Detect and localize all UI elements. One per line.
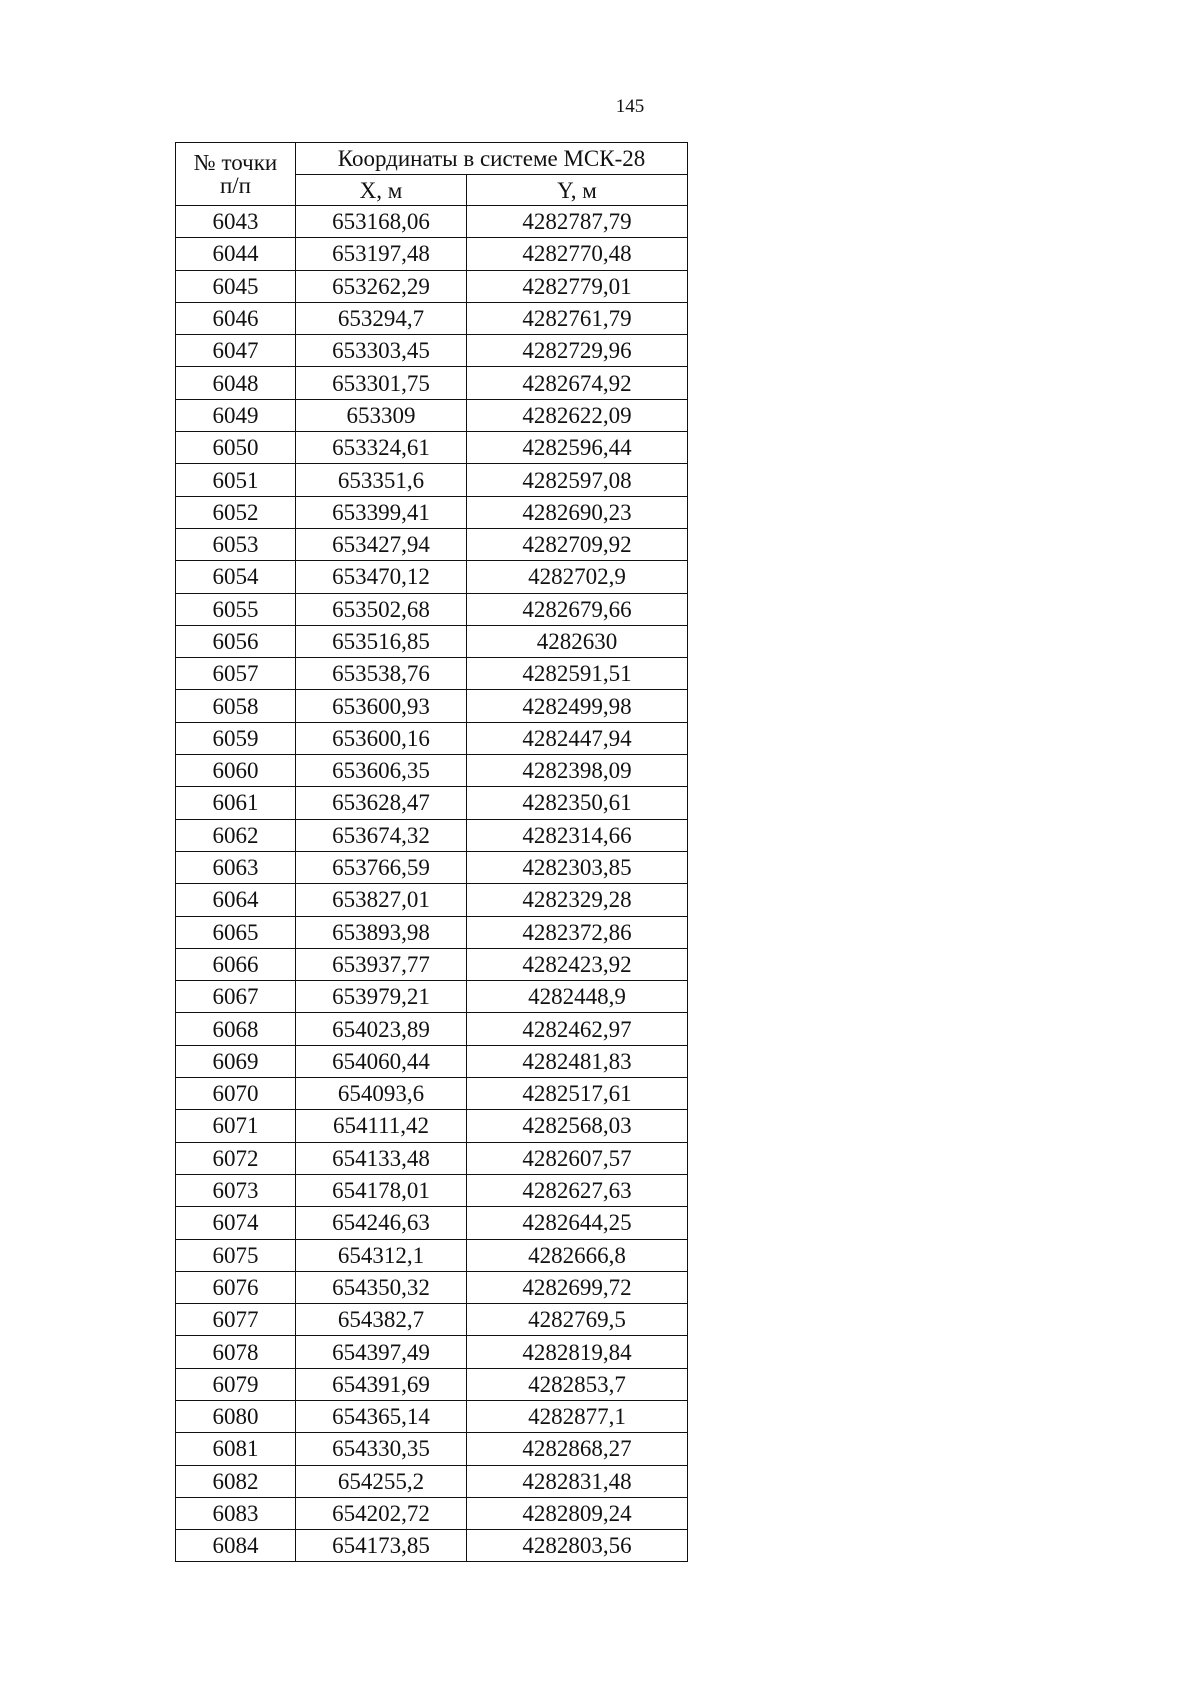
- table-row: [176, 399, 688, 431]
- x-coordinate-cell: 654365,14: [296, 1400, 467, 1432]
- x-coordinate-cell: 653470,12: [296, 561, 467, 593]
- point-number-cell: 6064: [176, 884, 296, 916]
- point-number-cell: 6055: [176, 593, 296, 625]
- table-row: [176, 1336, 688, 1368]
- point-number-cell: 6066: [176, 948, 296, 980]
- y-coordinate-cell: 4282627,63: [467, 1174, 688, 1206]
- x-coordinate-cell: 654060,44: [296, 1045, 467, 1077]
- table-row: [176, 1497, 688, 1529]
- x-column-header: X, м: [296, 175, 467, 206]
- point-number-cell: 6048: [176, 367, 296, 399]
- x-coordinate-cell: 653979,21: [296, 981, 467, 1013]
- y-coordinate-cell: 4282809,24: [467, 1497, 688, 1529]
- x-coordinate-cell: 653606,35: [296, 755, 467, 787]
- x-coordinate-cell: 654202,72: [296, 1497, 467, 1529]
- y-coordinate-cell: 4282729,96: [467, 335, 688, 367]
- table-row: [176, 948, 688, 980]
- y-coordinate-cell: 4282868,27: [467, 1433, 688, 1465]
- point-number-cell: 6065: [176, 916, 296, 948]
- y-coordinate-cell: 4282630: [467, 625, 688, 657]
- point-number-cell: 6056: [176, 625, 296, 657]
- y-coordinate-cell: 4282666,8: [467, 1239, 688, 1271]
- y-coordinate-cell: 4282303,85: [467, 851, 688, 883]
- table-row: [176, 1304, 688, 1336]
- table-row: [176, 690, 688, 722]
- table-row: [176, 1078, 688, 1110]
- point-number-cell: 6067: [176, 981, 296, 1013]
- x-coordinate-cell: 654312,1: [296, 1239, 467, 1271]
- point-number-cell: 6050: [176, 432, 296, 464]
- x-coordinate-cell: 654178,01: [296, 1174, 467, 1206]
- point-number-cell: 6058: [176, 690, 296, 722]
- point-number-cell: 6080: [176, 1400, 296, 1432]
- y-coordinate-cell: 4282499,98: [467, 690, 688, 722]
- y-coordinate-cell: 4282770,48: [467, 238, 688, 270]
- point-number-cell: 6063: [176, 851, 296, 883]
- table-row: [176, 1400, 688, 1432]
- header-row-top: [176, 143, 688, 175]
- y-coordinate-cell: 4282329,28: [467, 884, 688, 916]
- y-coordinate-cell: 4282690,23: [467, 496, 688, 528]
- point-number-cell: 6045: [176, 270, 296, 302]
- y-coordinate-cell: 4282517,61: [467, 1078, 688, 1110]
- table-row: [176, 270, 688, 302]
- x-coordinate-cell: 653427,94: [296, 528, 467, 560]
- y-coordinate-cell: 4282568,03: [467, 1110, 688, 1142]
- table-row: [176, 819, 688, 851]
- y-coordinate-cell: 4282591,51: [467, 658, 688, 690]
- table-row: [176, 658, 688, 690]
- y-coordinate-cell: 4282350,61: [467, 787, 688, 819]
- y-coordinate-cell: 4282761,79: [467, 302, 688, 334]
- y-coordinate-cell: 4282462,97: [467, 1013, 688, 1045]
- x-coordinate-cell: 654111,42: [296, 1110, 467, 1142]
- x-coordinate-cell: 653937,77: [296, 948, 467, 980]
- point-number-header: [176, 143, 296, 206]
- y-coordinate-cell: 4282769,5: [467, 1304, 688, 1336]
- point-number-cell: 6068: [176, 1013, 296, 1045]
- table-row: [176, 1110, 688, 1142]
- point-number-label: № точки: [193, 150, 278, 175]
- table-row: [176, 916, 688, 948]
- point-number-cell: 6052: [176, 496, 296, 528]
- x-coordinate-cell: 653168,06: [296, 206, 467, 238]
- x-coordinate-cell: 654255,2: [296, 1465, 467, 1497]
- x-coordinate-cell: 653301,75: [296, 367, 467, 399]
- x-coordinate-cell: 653262,29: [296, 270, 467, 302]
- point-number-cell: 6053: [176, 528, 296, 560]
- y-coordinate-cell: 4282597,08: [467, 464, 688, 496]
- y-coordinate-cell: 4282596,44: [467, 432, 688, 464]
- point-number-cell: 6081: [176, 1433, 296, 1465]
- y-coordinate-cell: 4282622,09: [467, 399, 688, 431]
- x-coordinate-cell: 654246,63: [296, 1207, 467, 1239]
- point-number-cell: 6049: [176, 399, 296, 431]
- table-row: [176, 1142, 688, 1174]
- y-coordinate-cell: 4282803,56: [467, 1530, 688, 1562]
- point-number-cell: 6076: [176, 1271, 296, 1303]
- table-row: [176, 787, 688, 819]
- x-coordinate-cell: 653600,93: [296, 690, 467, 722]
- point-number-cell: 6057: [176, 658, 296, 690]
- x-coordinate-cell: 654133,48: [296, 1142, 467, 1174]
- y-coordinate-cell: 4282398,09: [467, 755, 688, 787]
- y-coordinate-cell: 4282314,66: [467, 819, 688, 851]
- y-coordinate-cell: 4282877,1: [467, 1400, 688, 1432]
- x-coordinate-cell: 653600,16: [296, 722, 467, 754]
- table-row: [176, 981, 688, 1013]
- point-number-cell: 6070: [176, 1078, 296, 1110]
- table-row: [176, 1239, 688, 1271]
- table-row: [176, 1433, 688, 1465]
- point-number-cell: 6062: [176, 819, 296, 851]
- x-coordinate-cell: 653516,85: [296, 625, 467, 657]
- y-coordinate-cell: 4282702,9: [467, 561, 688, 593]
- point-number-cell: 6072: [176, 1142, 296, 1174]
- table-row: [176, 1465, 688, 1497]
- x-coordinate-cell: 653324,61: [296, 432, 467, 464]
- point-number-cell: 6059: [176, 722, 296, 754]
- table-row: [176, 593, 688, 625]
- x-coordinate-cell: 653502,68: [296, 593, 467, 625]
- table-row: [176, 335, 688, 367]
- table-row: [176, 561, 688, 593]
- y-coordinate-cell: 4282787,79: [467, 206, 688, 238]
- x-coordinate-cell: 653538,76: [296, 658, 467, 690]
- x-coordinate-cell: 654093,6: [296, 1078, 467, 1110]
- x-coordinate-cell: 654330,35: [296, 1433, 467, 1465]
- y-coordinate-cell: 4282779,01: [467, 270, 688, 302]
- x-coordinate-cell: 654391,69: [296, 1368, 467, 1400]
- point-number-cell: 6069: [176, 1045, 296, 1077]
- table-row: [176, 625, 688, 657]
- x-coordinate-cell: 653628,47: [296, 787, 467, 819]
- y-coordinate-cell: 4282372,86: [467, 916, 688, 948]
- point-number-cell: 6083: [176, 1497, 296, 1529]
- coordinates-header: Координаты в системе МСК-28: [296, 143, 688, 175]
- page-number: 145: [615, 96, 645, 117]
- y-coordinate-cell: 4282674,92: [467, 367, 688, 399]
- point-number-cell: 6075: [176, 1239, 296, 1271]
- table-row: [176, 1207, 688, 1239]
- y-coordinate-cell: 4282709,92: [467, 528, 688, 560]
- x-coordinate-cell: 653197,48: [296, 238, 467, 270]
- y-coordinate-cell: 4282447,94: [467, 722, 688, 754]
- x-coordinate-cell: 653766,59: [296, 851, 467, 883]
- point-number-cell: 6077: [176, 1304, 296, 1336]
- y-coordinate-cell: 4282853,7: [467, 1368, 688, 1400]
- x-coordinate-cell: 654382,7: [296, 1304, 467, 1336]
- table-row: [176, 528, 688, 560]
- table-row: [176, 1530, 688, 1562]
- x-coordinate-cell: 653399,41: [296, 496, 467, 528]
- y-coordinate-cell: 4282699,72: [467, 1271, 688, 1303]
- table-row: [176, 1368, 688, 1400]
- table-row: [176, 1013, 688, 1045]
- point-number-cell: 6074: [176, 1207, 296, 1239]
- point-number-sublabel: п/п: [219, 173, 251, 198]
- point-number-cell: 6047: [176, 335, 296, 367]
- point-number-cell: 6073: [176, 1174, 296, 1206]
- table-body: [176, 206, 688, 1562]
- table-row: [176, 464, 688, 496]
- table-row: [176, 884, 688, 916]
- y-coordinate-cell: 4282481,83: [467, 1045, 688, 1077]
- y-coordinate-cell: 4282448,9: [467, 981, 688, 1013]
- point-number-cell: 6061: [176, 787, 296, 819]
- table-row: [176, 238, 688, 270]
- table-row: [176, 496, 688, 528]
- point-number-cell: 6060: [176, 755, 296, 787]
- point-number-cell: 6084: [176, 1530, 296, 1562]
- point-number-cell: 6054: [176, 561, 296, 593]
- point-number-cell: 6051: [176, 464, 296, 496]
- x-coordinate-cell: 654350,32: [296, 1271, 467, 1303]
- point-number-cell: 6079: [176, 1368, 296, 1400]
- table-row: [176, 851, 688, 883]
- table-header: [176, 143, 688, 206]
- x-coordinate-cell: 653674,32: [296, 819, 467, 851]
- x-coordinate-cell: 653294,7: [296, 302, 467, 334]
- y-coordinate-cell: 4282679,66: [467, 593, 688, 625]
- table-row: [176, 367, 688, 399]
- x-coordinate-cell: 653309: [296, 399, 467, 431]
- coordinates-table: [175, 142, 688, 1562]
- point-number-cell: 6082: [176, 1465, 296, 1497]
- x-coordinate-cell: 654023,89: [296, 1013, 467, 1045]
- point-number-cell: 6078: [176, 1336, 296, 1368]
- y-coordinate-cell: 4282831,48: [467, 1465, 688, 1497]
- table-row: [176, 1271, 688, 1303]
- point-number-cell: 6071: [176, 1110, 296, 1142]
- table-row: [176, 206, 688, 238]
- x-coordinate-cell: 653893,98: [296, 916, 467, 948]
- x-coordinate-cell: 653351,6: [296, 464, 467, 496]
- table-row: [176, 302, 688, 334]
- x-coordinate-cell: 653303,45: [296, 335, 467, 367]
- table-row: [176, 432, 688, 464]
- y-column-header: Y, м: [467, 175, 688, 206]
- table-row: [176, 1045, 688, 1077]
- x-coordinate-cell: 654397,49: [296, 1336, 467, 1368]
- point-number-cell: 6044: [176, 238, 296, 270]
- table-row: [176, 1174, 688, 1206]
- y-coordinate-cell: 4282819,84: [467, 1336, 688, 1368]
- y-coordinate-cell: 4282644,25: [467, 1207, 688, 1239]
- point-number-cell: 6043: [176, 206, 296, 238]
- x-coordinate-cell: 653827,01: [296, 884, 467, 916]
- table-row: [176, 722, 688, 754]
- table-row: [176, 755, 688, 787]
- x-coordinate-cell: 654173,85: [296, 1530, 467, 1562]
- y-coordinate-cell: 4282423,92: [467, 948, 688, 980]
- y-coordinate-cell: 4282607,57: [467, 1142, 688, 1174]
- point-number-cell: 6046: [176, 302, 296, 334]
